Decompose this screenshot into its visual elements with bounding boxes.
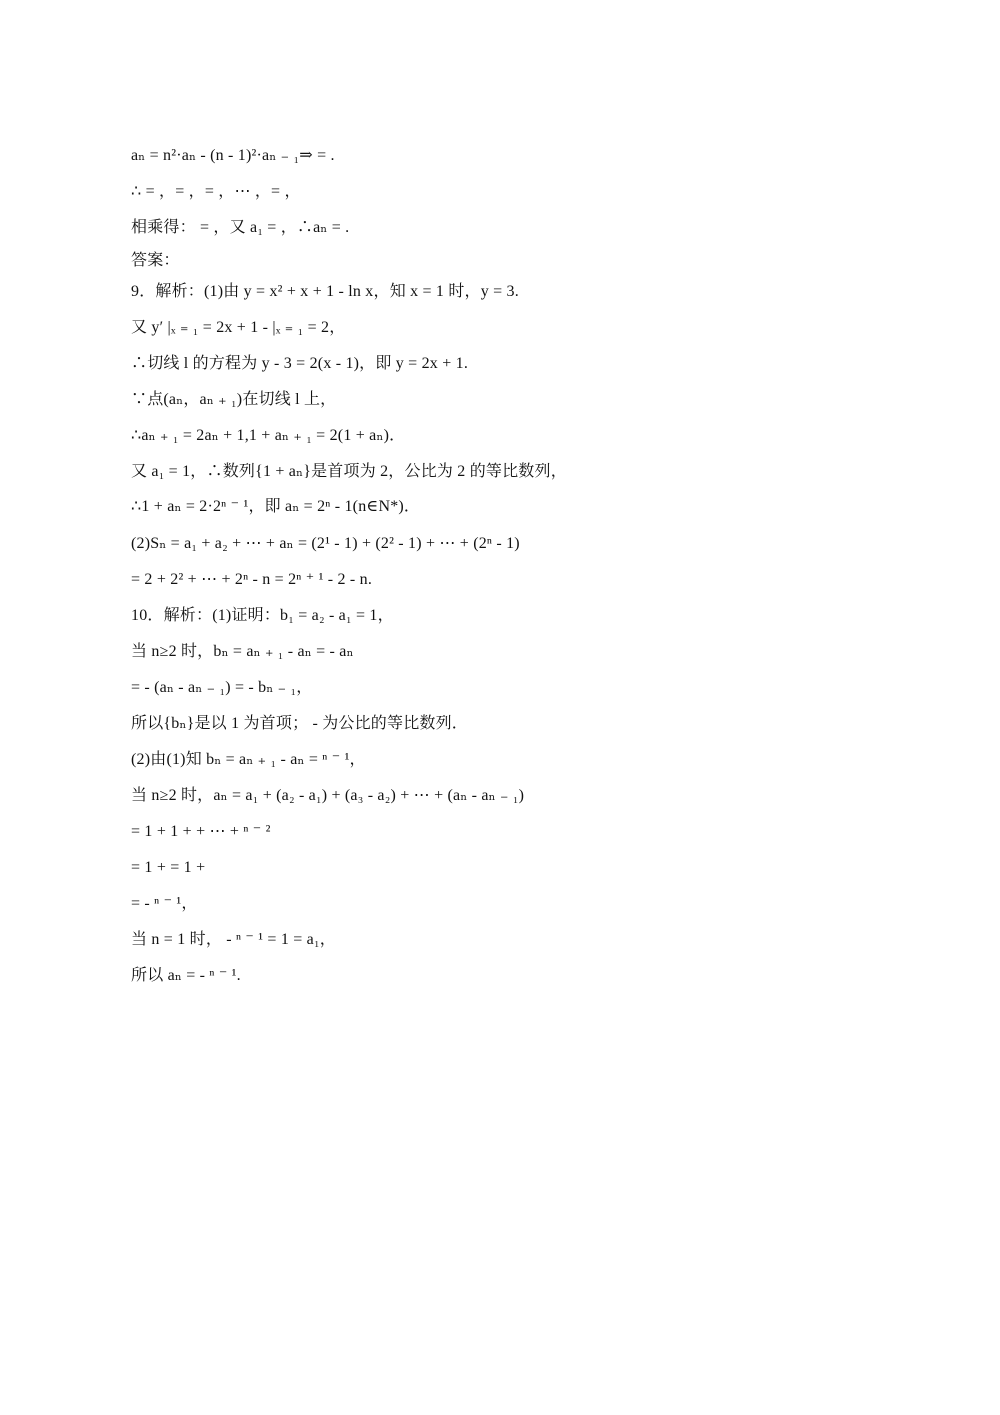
text-line: 答案： <box>131 252 180 269</box>
text-line: 当 n≥2 时，aₙ = a₁ + (a₂ - a₁) + (a₃ - a₂) + ⋯ + (aₙ - aₙ ₋ ₁) <box>131 787 525 804</box>
text-line: ∴aₙ ₊ ₁ = 2aₙ + 1,1 + aₙ ₊ ₁ = 2(1 + aₙ)． <box>131 427 406 444</box>
text-line: 相乘得： = ，又 a₁ = ，∴aₙ = . <box>131 219 350 236</box>
text-line: = - ⁿ ⁻ ¹， <box>131 895 198 912</box>
text-line: = 2 + 2² + ⋯ + 2ⁿ - n = 2ⁿ ⁺ ¹ - 2 - n. <box>131 571 373 588</box>
text-line: ∴ = ，= ，= ，⋯ ，= ， <box>131 183 301 200</box>
text-line: = - (aₙ - aₙ ₋ ₁) = - bₙ ₋ ₁， <box>131 679 313 696</box>
text-line: 所以 aₙ = - ⁿ ⁻ ¹. <box>131 967 241 984</box>
text-line: ∴切线 l 的方程为 y - 3 = 2(x - 1)，即 y = 2x + 1. <box>131 355 469 372</box>
text-line: = 1 + 1 + + ⋯ + ⁿ ⁻ ² <box>131 823 271 840</box>
text-line: 所以{bₙ}是以 1 为首项； - 为公比的等比数列． <box>131 715 469 732</box>
text-line: 9．解析：(1)由 y = x² + x + 1 - ln x，知 x = 1 时，y = 3. <box>131 283 519 300</box>
text-line: 当 n = 1 时， - ⁿ ⁻ ¹ = 1 = a₁， <box>131 931 336 948</box>
text-line: (2)Sₙ = a₁ + a₂ + ⋯ + aₙ = (2¹ - 1) + (2² - 1) + ⋯ + (2ⁿ - 1) <box>131 535 520 552</box>
text-line: 又 a₁ = 1，∴数列{1 + aₙ}是首项为 2，公比为 2 的等比数列， <box>131 463 567 480</box>
text-line: (2)由(1)知 bₙ = aₙ ₊ ₁ - aₙ = ⁿ ⁻ ¹， <box>131 751 366 768</box>
text-line: 10．解析：(1)证明：b₁ = a₂ - a₁ = 1， <box>131 607 394 624</box>
text-line: aₙ = n²·aₙ - (n - 1)²·aₙ ₋ ₁⇒ = . <box>131 147 335 164</box>
text-line: ∴1 + aₙ = 2·2ⁿ ⁻ ¹，即 aₙ = 2ⁿ - 1(n∈N*)． <box>131 498 421 515</box>
text-line: 又 y′ |ₓ ₌ ₁ = 2x + 1 - |ₓ ₌ ₁ = 2， <box>131 319 346 336</box>
text-line: 当 n≥2 时，bₙ = aₙ ₊ ₁ - aₙ = - aₙ <box>131 643 354 660</box>
text-line: ∵点(aₙ，aₙ ₊ ₁)在切线 l 上， <box>131 391 337 408</box>
text-line: = 1 + = 1 + <box>131 859 206 876</box>
